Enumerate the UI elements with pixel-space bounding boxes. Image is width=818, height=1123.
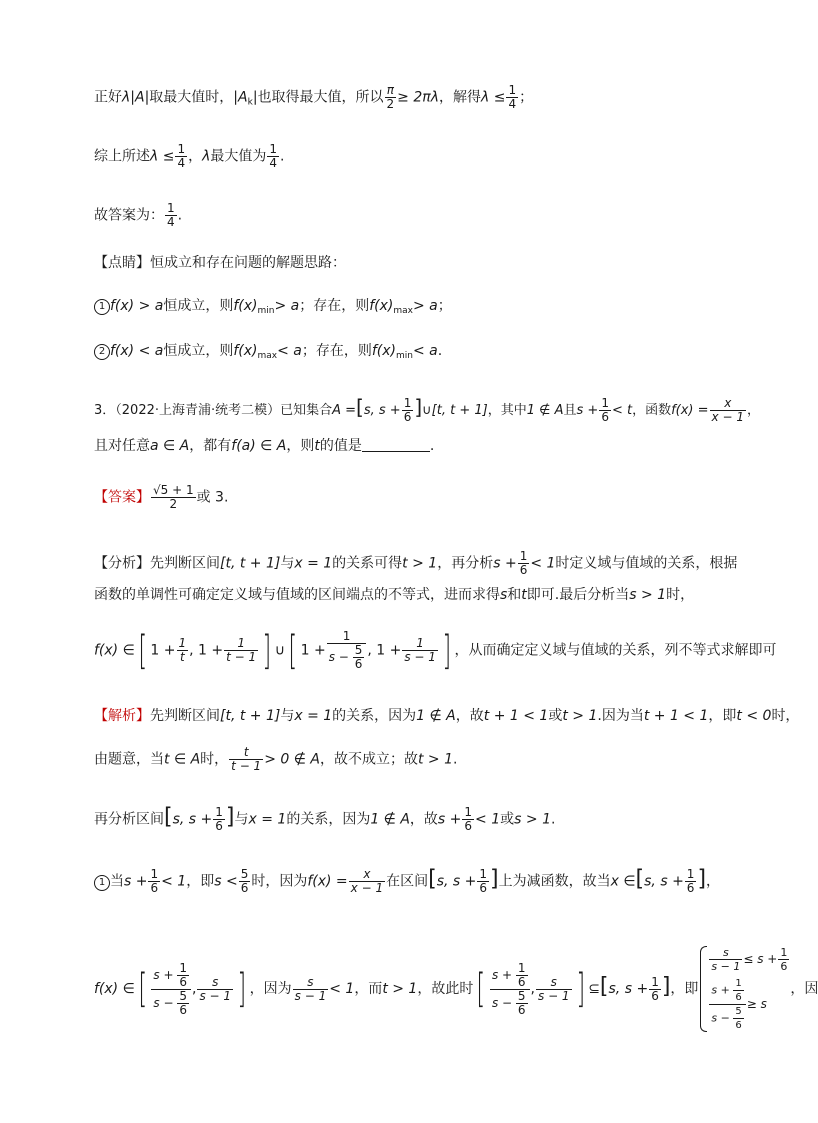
fraction: $\frac{1}{s - 1}$ — [404, 636, 436, 664]
math-sub: max — [393, 306, 413, 316]
text-line-5 — [94, 296, 452, 321]
math: f(x) > a — [110, 298, 164, 314]
math: f(x) — [233, 343, 258, 359]
math: 1 ∉ A — [526, 403, 564, 418]
math: f(x) — [371, 343, 397, 359]
math: λ — [202, 148, 211, 165]
text: . — [437, 343, 443, 359]
equation-system: $\frac{s}{s - 1}$ ≤ s + $\frac{1}{6}$ s + $\frac{1}{6}$ s − $\frac{5}{6}$ ≥ s — [698, 946, 790, 1032]
fraction: $\frac{1}{4}$ — [177, 142, 186, 170]
text: ，都有 — [189, 438, 232, 454]
math: s + — [576, 403, 599, 418]
text: ； — [437, 298, 452, 314]
math: f(x) < a — [110, 343, 164, 359]
fraction: $\frac{1}{6}$ — [150, 867, 159, 895]
math: λ ≤ — [150, 148, 175, 165]
text: 且 — [563, 403, 577, 418]
fraction: $\frac{1}{6}$ — [686, 867, 695, 895]
fraction: $\frac{1}{4}$ — [269, 142, 278, 170]
math: f(x) — [233, 298, 258, 314]
math: ∪[t, t + 1] — [422, 403, 488, 418]
fraction: $\frac{1}{6}$ — [519, 549, 528, 577]
fraction: $\frac{1}{4}$ — [508, 83, 517, 111]
math-sub: min — [396, 351, 413, 361]
text: ；存在，则 — [299, 298, 370, 314]
fraction: $\frac{\pi}{2}$ — [386, 83, 395, 111]
fraction: $\frac{1}{t}$ — [178, 636, 187, 664]
text-line-6 — [94, 341, 442, 366]
math: < a — [413, 343, 438, 359]
math: a ∈ A — [150, 438, 190, 454]
text-line-2 — [94, 143, 285, 170]
text: 故答案为： — [94, 207, 164, 224]
math-sub: k — [247, 97, 253, 108]
answer-label: 【答案】 — [94, 489, 150, 506]
text: ，则 — [286, 438, 315, 454]
text: . — [429, 438, 435, 454]
math: |A — [233, 89, 248, 106]
text: ， — [188, 148, 203, 165]
fraction: $\frac{1}{6}$ — [651, 974, 659, 1003]
math: f(x) = — [671, 403, 709, 418]
text: 的值是 — [319, 438, 362, 454]
question-3-line-2 — [94, 436, 434, 456]
text: 且对任意 — [94, 438, 150, 454]
answer-blank — [362, 437, 430, 452]
text-line-3 — [94, 202, 182, 229]
fraction: $\frac{s}{s - 1}$ — [538, 974, 570, 1003]
fraction: $\frac{x}{x - 1}$ — [350, 867, 384, 895]
math-sub: max — [257, 351, 278, 361]
fraction: s + $\frac{1}{6}$ s − $\frac{5}{6}$ — [490, 962, 530, 1017]
text: . — [177, 207, 183, 224]
text: 综上所述 — [94, 148, 150, 165]
math: < t — [611, 403, 633, 418]
fraction: $\frac{1}{6}$ — [403, 396, 412, 424]
fraction: $\frac{1}{t - 1}$ — [226, 636, 257, 664]
answer-line — [94, 484, 228, 511]
fraction: $\frac{1}{4}$ — [167, 201, 175, 229]
fraction: $\frac{s}{s - 1}$ — [199, 974, 232, 1003]
text: ，其中 — [487, 403, 527, 418]
text: 【点睛】恒成立和存在问题的解题思路： — [94, 255, 346, 271]
text: . — [280, 148, 285, 165]
fraction: s + $\frac{1}{6}$ s − $\frac{5}{6}$ — [151, 962, 191, 1017]
solution-line-4: 1 当s + $\frac{1}{6}$ < 1，即s < $\frac{5}{6}$ 时，因为f(x) = $\frac{x}{x - 1}$ 在区间[s, s + $\frac{1}{6}$ ]上为减函数，故当x ∈[s, s + $\frac{1}{6}$ ]， — [94, 868, 720, 895]
text: ，函数 — [632, 403, 672, 418]
text: ； — [519, 89, 534, 106]
fraction: $\frac{1}{6}$ — [479, 867, 487, 895]
math-sub: min — [257, 306, 275, 316]
circled-number: 1 — [94, 299, 110, 315]
analysis-line-3: f(x) ∈[ 1 + $\frac{1}{t}$ , 1 + $\frac{1}{t - 1}$ ] ∪[ 1 + 1 s − $\frac{5}{6}$ , 1 + $\frac{1}{s - 1}$ ] ，从而确定定义域与值域的关系，列不等式求解即可 — [94, 627, 777, 674]
analysis-line-2: 函数的单调性可确定定义域与值域的区间端点的不等式，进而求得s和t即可.最后分析当s > 1时， — [94, 587, 695, 603]
fraction: $\frac{t}{t - 1}$ — [231, 745, 262, 773]
text: 恒成立，则 — [163, 343, 234, 359]
math: > a — [413, 298, 438, 314]
text: 或 3. — [196, 489, 229, 506]
fraction: $\frac{1}{6}$ — [215, 805, 223, 833]
remark-heading — [94, 253, 346, 273]
text: 恒成立，则 — [163, 298, 234, 314]
text: ， — [746, 403, 760, 418]
question-3-line-1: 3．（2022·上海青浦·统考二模）已知集合A =[s, s + $\frac{1}{6}$ ]∪[t, t + 1]，其中1 ∉ A且s + $\frac{1}{6}$ < t，函数f(x) = $\frac{x}{x - 1}$ ， — [94, 395, 760, 424]
solution-line-5: f(x) ∈[ s + $\frac{1}{6}$ s − $\frac{5}{6}$ , $\frac{s}{s - 1}$ ] ，因为 $\frac{s}{s - 1}$ < 1，而t > 1，故此时[ s + $\frac{1}{6}$ s − $\frac{5}{6}$ , $\frac{s}{s - 1}$ ] ⊆[s, s + $\frac{1}{6}$ ]，即 $\frac{s}{s - 1}$ ≤ s + $\frac{1}{6}$ s + $\frac{1}{6}$ s − $\frac{5}{6}$ ≥ s ，因 — [94, 946, 818, 1031]
fraction: 1 s − $\frac{5}{6}$ — [327, 630, 367, 671]
math: < a — [277, 343, 302, 359]
math: > a — [274, 298, 300, 314]
text: ；存在，则 — [301, 343, 372, 359]
fraction: $\frac{1}{6}$ — [464, 805, 473, 833]
math: λ ≤ — [480, 89, 506, 106]
solution-line-2: 由题意，当t ∈ A时， $\frac{t}{t - 1}$ > 0 ∉ A，故不成立；故t > 1. — [94, 745, 458, 773]
fraction: $\frac{1}{6}$ — [601, 396, 609, 424]
math: λ|A| — [122, 89, 150, 106]
math: A = — [332, 403, 357, 418]
text-line-1 — [94, 84, 533, 113]
text: 取最大值时， — [149, 89, 234, 106]
solution-line-3: 再分析区间[s, s + $\frac{1}{6}$ ]与x = 1的关系，因为1 ∉ A，故s + $\frac{1}{6}$ < 1或s > 1. — [94, 804, 556, 833]
text: 正好 — [94, 89, 122, 106]
analysis-label: 【分析】 — [94, 555, 150, 572]
math: ≥ 2πλ — [397, 89, 439, 106]
fraction: $\frac{5}{6}$ — [240, 867, 249, 895]
math: s, s + — [363, 403, 401, 418]
math: f(x) — [369, 298, 394, 314]
text: 也取得最大值，所以 — [257, 89, 384, 106]
question-source: 3．（2022·上海青浦·统考二模）已知集合 — [94, 403, 333, 418]
solution-line-1: 【解析】先判断区间[t, t + 1]与x = 1的关系，因为1 ∉ A，故t + 1 < 1或t > 1.因为当t + 1 < 1，即t < 0时， — [94, 708, 800, 724]
math: | — [252, 89, 258, 106]
circled-number: 1 — [94, 875, 110, 891]
math: t — [314, 438, 320, 454]
fraction: $\frac{s}{s - 1}$ — [294, 974, 327, 1003]
answer-fraction: $\frac{√5 + 1}{2}$ — [153, 483, 194, 511]
solution-label: 【解析】 — [94, 708, 150, 724]
math: f(a) ∈ A — [231, 438, 287, 454]
analysis-line-1: 【分析】先判断区间[t, t + 1]与x = 1的关系可得t > 1，再分析s + $\frac{1}{6}$ < 1时定义域与值域的关系，根据 — [94, 549, 738, 577]
circled-number: 2 — [94, 344, 110, 360]
fraction: $\frac{x}{x - 1}$ — [711, 396, 744, 424]
text: ，解得 — [438, 89, 481, 106]
text: 最大值为 — [210, 148, 267, 165]
